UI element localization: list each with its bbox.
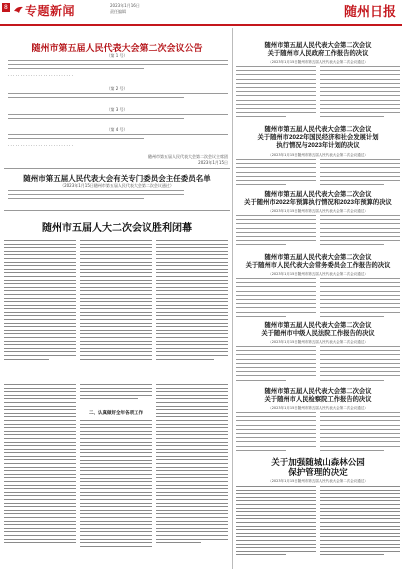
resolution-2-title [236, 126, 400, 150]
resolution-3-title [236, 191, 400, 207]
resolution-5-title-line-2: 关于随州市中级人民法院工作报告的决议 [261, 330, 375, 337]
committee-body [8, 190, 228, 206]
section-divider [4, 168, 230, 169]
resolution-3-col-1 [236, 215, 316, 249]
resolution-1-title [236, 42, 400, 58]
resolution-5-subtitle: （2023年1月15日随州市第五届人民代表大会第二次会议通过） [268, 340, 368, 344]
resolution-7-title-line-1: 关于加强随城山森林公园 [271, 457, 365, 467]
article-column-3 [156, 240, 228, 380]
resolution-2-subtitle: （2023年1月15日随州市第五届人民代表大会第二次会议通过） [268, 153, 368, 157]
resolution-2-title-line-1: 随州市第五届人民代表大会第二次会议 [264, 126, 372, 133]
committee-subtitle: （2023年1月15日随州市第五届人民代表大会第二次会议通过） [60, 183, 174, 188]
closing-article-title: 随州市五届人大二次会议胜利闭幕 [42, 223, 192, 234]
page-number: 8 [4, 4, 8, 11]
announcement-signature: 随州市第五届人民代表大会第二次会议主席团 [148, 154, 228, 159]
newspaper-logo: 随州日报 [343, 5, 396, 20]
resolution-5-col-2 [320, 346, 400, 384]
article-column-2b [80, 384, 152, 408]
article-column-2c [80, 420, 152, 565]
resolution-7-title [236, 457, 400, 477]
article-column-3b [156, 384, 228, 565]
resolution-6-col-1 [236, 412, 316, 452]
resolution-3-col-2 [320, 215, 400, 249]
article-column-1 [4, 240, 76, 380]
header-info [110, 3, 140, 15]
resolution-2-title-line-2: 关于随州市2022年国民经济和社会发展计划 [257, 134, 379, 141]
resolution-3-subtitle: （2023年1月15日随州市第五届人民代表大会第二次会议通过） [268, 209, 368, 213]
resolution-7-col-2 [320, 486, 400, 566]
resolution-1-title-line-2: 关于随州市人民政府工作报告的决议 [267, 50, 369, 57]
resolution-4-col-1 [236, 278, 316, 318]
resolution-7-col-1 [236, 486, 316, 566]
bird-icon [13, 4, 24, 15]
section-divider [4, 210, 230, 211]
resolution-5-title [236, 322, 400, 338]
resolution-6-title-line-2: 关于随州市人民检察院工作报告的决议 [264, 396, 372, 403]
announcement-1-body [8, 60, 228, 74]
resolution-4-subtitle: （2023年1月15日随州市第五届人民代表大会第二次会议通过） [268, 272, 368, 276]
header-date: 2023年1月16日 [110, 3, 140, 8]
announcement-date: 2023年1月15日 [198, 160, 228, 165]
resolution-1-title-line-1: 随州市第五届人民代表大会第二次会议 [264, 42, 372, 49]
resolution-6-title [236, 388, 400, 404]
resolution-3-title-line-2: 关于随州市2022年预算执行情况和2023年预算的决议 [244, 199, 392, 206]
article-column-1b [4, 384, 76, 565]
article-column-2 [80, 240, 152, 380]
resolution-4-title-line-2: 关于随州市人民代表大会常务委员会工作报告的决议 [245, 262, 391, 269]
announcement-number-4: （第 4 号） [106, 127, 128, 132]
announcement-2-body [8, 93, 228, 103]
resolution-3-title-line-1: 随州市第五届人民代表大会第二次会议 [264, 191, 372, 198]
announcement-4-names: · · · · · · · · · · · · · · · · · · · · · · · · · · [8, 143, 73, 148]
resolution-1-subtitle: （2023年1月15日随州市第五届人民代表大会第二次会议通过） [268, 60, 368, 64]
resolution-4-col-2 [320, 278, 400, 318]
article-subheading: 二、认真做好全年各项工作 [89, 411, 143, 416]
announcement-number-2: （第 2 号） [106, 86, 128, 91]
announcement-number-1: （第 1 号） [106, 53, 128, 58]
resolution-6-col-2 [320, 412, 400, 452]
announcement-3-body [8, 114, 228, 124]
resolution-1-col-1 [236, 66, 316, 121]
resolution-6-title-line-1: 随州市第五届人民代表大会第二次会议 [264, 388, 372, 395]
announcement-title: 随州市第五届人民代表大会第二次会议公告 [31, 43, 203, 53]
page-header [0, 0, 402, 26]
resolution-4-title-line-1: 随州市第五届人民代表大会第二次会议 [264, 254, 372, 261]
resolution-1-col-2 [320, 66, 400, 121]
resolution-2-col-2 [320, 159, 400, 187]
announcement-1-names: · · · · · · · · · · · · · · · · · · · · · · · · · · [8, 73, 73, 78]
resolution-7-title-line-2: 保护管理的决定 [288, 467, 348, 477]
resolution-2-col-1 [236, 159, 316, 187]
announcement-number-3: （第 3 号） [106, 107, 128, 112]
resolution-6-subtitle: （2023年1月15日随州市第五届人民代表大会第二次会议通过） [268, 406, 368, 410]
section-title: 专题新闻 [25, 4, 76, 18]
resolution-5-title-line-1: 随州市第五届人民代表大会第二次会议 [264, 322, 372, 329]
resolution-4-title [236, 254, 400, 270]
resolution-7-subtitle: （2023年1月15日随州市第五届人民代表大会第二次会议通过） [268, 479, 368, 483]
resolution-2-title-line-3: 执行情况与2023年计划的决议 [276, 142, 360, 149]
column-divider [232, 28, 233, 569]
committee-title: 随州市第五届人民代表大会有关专门委员会主任委员名单 [23, 174, 211, 183]
header-editor: 责任编辑 [110, 9, 126, 14]
resolution-5-col-1 [236, 346, 316, 384]
